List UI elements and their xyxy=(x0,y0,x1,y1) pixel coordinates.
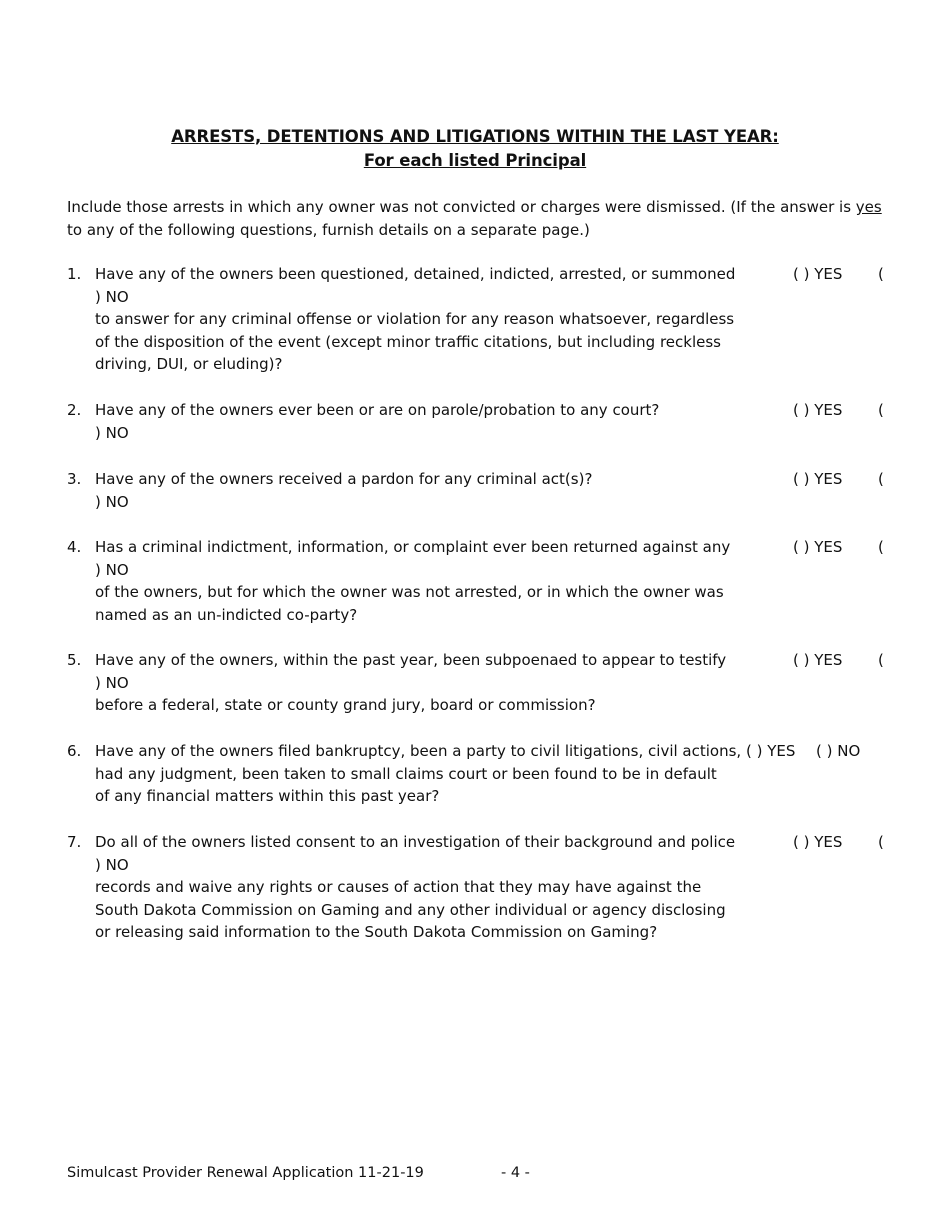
yes-option[interactable]: ( ) YES xyxy=(793,538,843,556)
no-option[interactable]: ) NO xyxy=(95,855,129,874)
no-option-open[interactable]: ( xyxy=(878,401,884,419)
no-option[interactable]: ) NO xyxy=(95,673,129,692)
no-option[interactable]: ) NO xyxy=(95,492,129,511)
document-page: ARRESTS, DETENTIONS AND LITIGATIONS WITHIN THE LAST YEAR: For each listed Principal Include those arrests in which any owner was not convicted or charges were dismissed. (If the answer is yes to any of the following questions, furnish details on a separate page.) 1. Have any of the owners been questioned, detained, indicted, arrested, or summoned ( ) YES ( ) NO to answer for any criminal offense or violation for any reason whatsoever, regardless of the disposition of the event (except minor traffic citations, but including reckless driving, DUI, or eluding)? 2. Have any of the owners ever been or are on parole/probation to any court? ( ) YES ( ) NO 3. Have any of the owners received a pardon for any criminal act(s)? ( ) YES ( ) NO 4. Has a criminal indictment, information, or complaint ever been returned against any ( ) YES ( ) NO of the owners, but for which the owner was not arrested, or in which the owner was named as an un-indicted co-party? 5. Have any of the owners, within the past year, been subpoenaed to appear to testify ( ) YES ( ) NO before a federal, state or county grand jury, board or commission? 6. Have any of the owners filed bankruptcy, been a party to civil litigations, civil actions, ( ) YES ( ) NO had any judgment, been taken to small claims court or been found to be in default of any financial matters within this past year? 7. Do all of the owners listed consent to an investigation of their background and police ( ) YES ( ) NO records and waive any rights or causes of action that they may have against the South Dakota Commission on Gaming and any other individual or agency disclosing or releasing said information to the South Dakota Commission on Gaming? Simulcast Provider Renewal Application 11-21-19 - 4 - xyxy=(0,0,950,1230)
yes-option[interactable]: ( ) YES xyxy=(793,833,843,851)
no-option-open[interactable]: ( xyxy=(878,651,884,669)
no-option-open[interactable]: ( xyxy=(878,470,884,488)
no-option[interactable]: ) NO xyxy=(95,287,129,306)
yes-option[interactable]: ( ) YES xyxy=(793,265,843,283)
footer-form-name: Simulcast Provider Renewal Application 11-21-19 xyxy=(67,1165,424,1181)
no-option-open[interactable]: ( xyxy=(878,265,884,283)
footer-page-number: - 4 - xyxy=(501,1165,530,1181)
instructions-paragraph: Include those arrests in which any owner was not convicted or charges were dismissed. (If the answer is yes to any of the following questions, furnish details on a separate page.) xyxy=(67,198,882,239)
no-option[interactable]: ) NO xyxy=(95,423,129,442)
yes-option[interactable]: ( ) YES xyxy=(793,651,843,669)
no-option[interactable]: ) NO xyxy=(95,560,129,579)
section-heading: ARRESTS, DETENTIONS AND LITIGATIONS WITHIN THE LAST YEAR: xyxy=(171,127,779,146)
yes-option[interactable]: ( ) YES xyxy=(793,470,843,488)
yes-option[interactable]: ( ) YES xyxy=(793,401,843,419)
no-option[interactable]: ( ) NO xyxy=(816,742,861,760)
emphasis-yes: yes xyxy=(855,198,882,216)
no-option-open[interactable]: ( xyxy=(878,538,884,556)
section-subheading: For each listed Principal xyxy=(363,151,587,170)
no-option-open[interactable]: ( xyxy=(878,833,884,851)
